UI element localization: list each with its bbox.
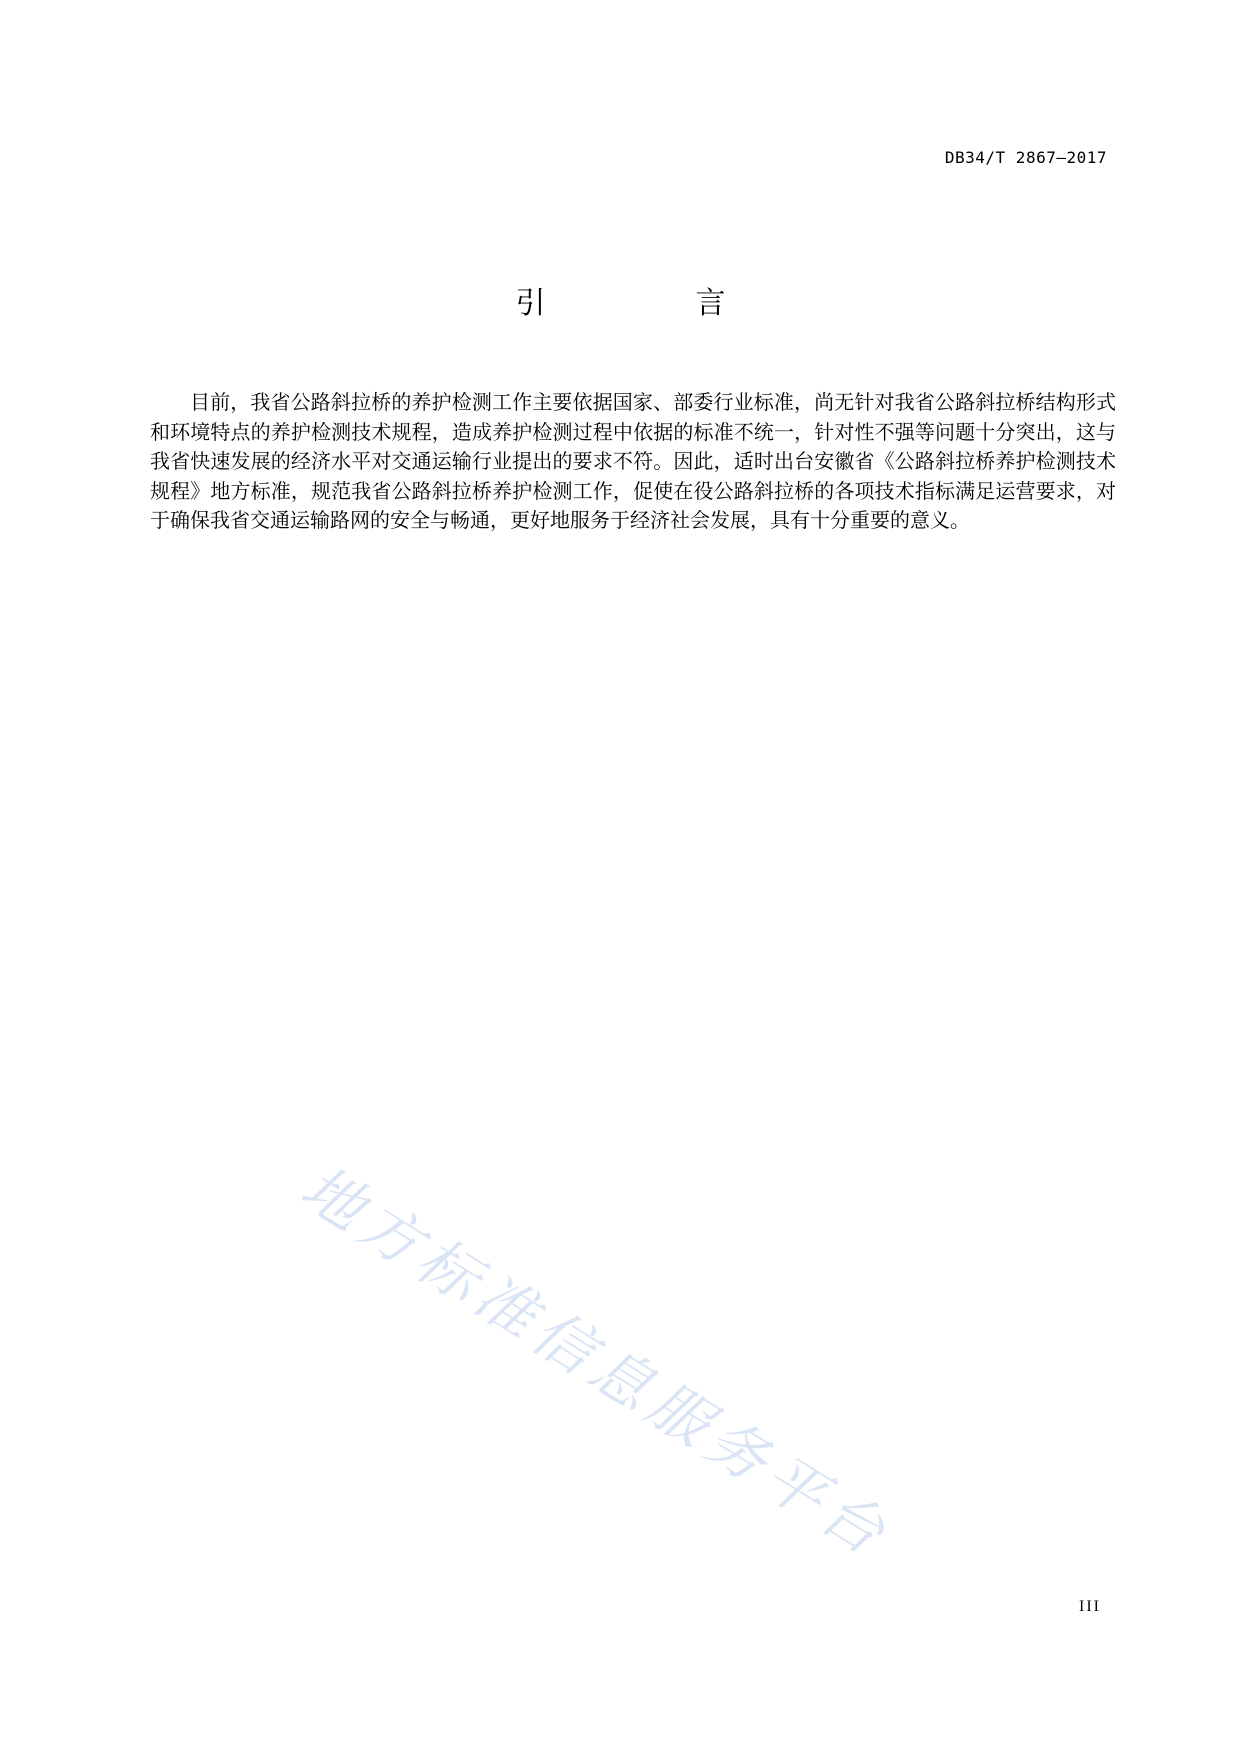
page-number: III — [1079, 1598, 1101, 1615]
page-title: 引 言 — [515, 286, 786, 321]
standard-code: DB34/T 2867—2017 — [944, 148, 1107, 167]
watermark: 地方标准信息服务平台 — [288, 1152, 903, 1573]
intro-paragraph: 目前，我省公路斜拉桥的养护检测工作主要依据国家、部委行业标准，尚无针对我省公路斜拉桥结构形式和环境特点的养护检测技术规程，造成养护检测过程中依据的标准不统一，针对性不强等问题十分突出，这与我省快速发展的经济水平对交通运输行业提出的要求不符。因此，适时出台安徽省《公路斜拉桥养护检测技术规程》地方标准，规范我省公路斜拉桥养护检测工作，促使在役公路斜拉桥的各项技术指标满足运营要求，对于确保我省交通运输路网的安全与畅通，更好地服务于经济社会发展，具有十分重要的意义。 — [150, 390, 1116, 532]
